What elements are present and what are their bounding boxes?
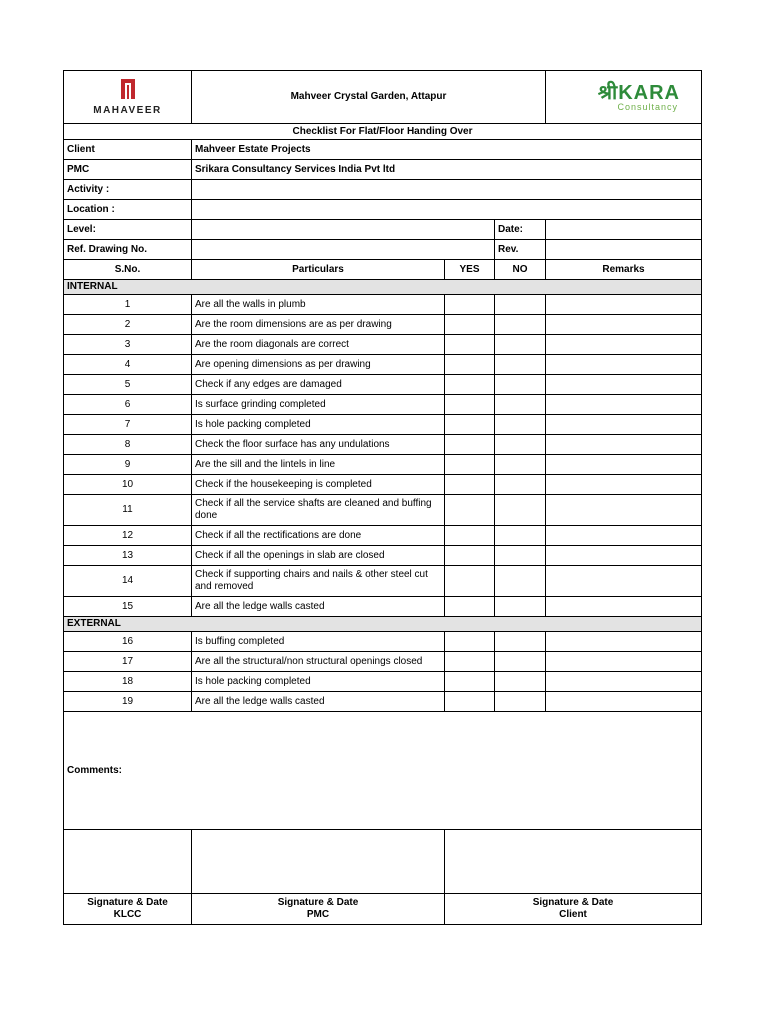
no-checkbox-cell[interactable] [495, 335, 546, 355]
remarks-cell[interactable] [546, 435, 702, 455]
remarks-cell[interactable] [546, 455, 702, 475]
yes-checkbox-cell[interactable] [445, 295, 495, 315]
yes-checkbox-cell[interactable] [445, 526, 495, 546]
client-value: Mahveer Estate Projects [192, 140, 702, 160]
activity-field[interactable] [192, 180, 702, 200]
yes-checkbox-cell[interactable] [445, 652, 495, 672]
item-number: 1 [64, 295, 192, 315]
section-internal: INTERNAL [64, 280, 702, 295]
activity-label: Activity : [64, 180, 192, 200]
item-particulars: Check if the housekeeping is completed [192, 475, 445, 495]
level-field[interactable] [192, 220, 495, 240]
client-signature-area[interactable] [445, 830, 702, 894]
remarks-cell[interactable] [546, 672, 702, 692]
checklist-table [63, 70, 702, 925]
checklist-row [64, 597, 702, 617]
checklist-row [64, 335, 702, 355]
klcc-signature-caption: Signature & Date [87, 897, 168, 908]
no-checkbox-cell[interactable] [495, 566, 546, 597]
no-checkbox-cell[interactable] [495, 475, 546, 495]
checklist-row [64, 672, 702, 692]
yes-checkbox-cell[interactable] [445, 692, 495, 712]
no-checkbox-cell[interactable] [495, 692, 546, 712]
item-number: 4 [64, 355, 192, 375]
checklist-row [64, 435, 702, 455]
yes-checkbox-cell[interactable] [445, 335, 495, 355]
srikara-logo-cell [546, 71, 702, 124]
rev-field[interactable] [546, 240, 702, 260]
remarks-cell[interactable] [546, 566, 702, 597]
yes-checkbox-cell[interactable] [445, 495, 495, 526]
item-number: 13 [64, 546, 192, 566]
item-number: 2 [64, 315, 192, 335]
item-particulars: Is buffing completed [192, 632, 445, 652]
remarks-cell[interactable] [546, 546, 702, 566]
yes-checkbox-cell[interactable] [445, 375, 495, 395]
drawing-field[interactable] [192, 240, 495, 260]
remarks-cell[interactable] [546, 395, 702, 415]
client-signature-label [445, 894, 702, 925]
checklist-row [64, 475, 702, 495]
mahaveer-logo-icon [119, 77, 137, 101]
header-row [64, 71, 702, 124]
no-checkbox-cell[interactable] [495, 415, 546, 435]
no-checkbox-cell[interactable] [495, 315, 546, 335]
internal-items [64, 295, 702, 617]
srikara-logo-text: श्रीKARA [597, 81, 680, 104]
yes-checkbox-cell[interactable] [445, 597, 495, 617]
mahaveer-logo-text: MAHAVEER [93, 105, 162, 116]
col-yes: YES [445, 260, 495, 280]
yes-checkbox-cell[interactable] [445, 315, 495, 335]
no-checkbox-cell[interactable] [495, 652, 546, 672]
checklist-row [64, 652, 702, 672]
remarks-cell[interactable] [546, 315, 702, 335]
checklist-row [64, 355, 702, 375]
item-number: 10 [64, 475, 192, 495]
pmc-role: PMC [306, 909, 330, 920]
no-checkbox-cell[interactable] [495, 672, 546, 692]
checklist-row [64, 566, 702, 597]
activity-row [64, 180, 702, 200]
no-checkbox-cell[interactable] [495, 395, 546, 415]
col-sno: S.No. [64, 260, 192, 280]
checklist-row [64, 495, 702, 526]
item-number: 15 [64, 597, 192, 617]
yes-checkbox-cell[interactable] [445, 355, 495, 375]
no-checkbox-cell[interactable] [495, 375, 546, 395]
remarks-cell[interactable] [546, 526, 702, 546]
signature-label-row [64, 894, 702, 925]
no-checkbox-cell[interactable] [495, 295, 546, 315]
klcc-signature-area[interactable] [64, 830, 192, 894]
location-row [64, 200, 702, 220]
item-number: 17 [64, 652, 192, 672]
yes-checkbox-cell[interactable] [445, 546, 495, 566]
checklist-row [64, 455, 702, 475]
date-field[interactable] [546, 220, 702, 240]
item-particulars: Are opening dimensions as per drawing [192, 355, 445, 375]
section-internal-row [64, 280, 702, 295]
klcc-role: KLCC [113, 909, 142, 920]
drawing-label: Ref. Drawing No. [64, 240, 192, 260]
external-items [64, 632, 702, 712]
item-particulars: Are all the ledge walls casted [192, 692, 445, 712]
item-particulars: Are the room dimensions are as per drawing [192, 315, 445, 335]
item-number: 5 [64, 375, 192, 395]
item-number: 16 [64, 632, 192, 652]
client-row [64, 140, 702, 160]
item-particulars: Check if all the rectifications are done [192, 526, 445, 546]
item-particulars: Check if all the service shafts are cleaned and buffing done [192, 495, 445, 526]
remarks-cell[interactable] [546, 652, 702, 672]
remarks-cell[interactable] [546, 692, 702, 712]
col-remarks: Remarks [546, 260, 702, 280]
remarks-cell[interactable] [546, 335, 702, 355]
pmc-value: Srikara Consultancy Services India Pvt ltd [192, 160, 702, 180]
pmc-label: PMC [64, 160, 192, 180]
item-particulars: Check the floor surface has any undulations [192, 435, 445, 455]
item-particulars: Is hole packing completed [192, 672, 445, 692]
item-particulars: Check if all the openings in slab are closed [192, 546, 445, 566]
remarks-cell[interactable] [546, 415, 702, 435]
no-checkbox-cell[interactable] [495, 435, 546, 455]
client-label: Client [64, 140, 192, 160]
yes-checkbox-cell[interactable] [445, 395, 495, 415]
comments-row [64, 712, 702, 830]
subtitle-row [64, 124, 702, 140]
klcc-signature-label [64, 894, 192, 925]
signature-space-row [64, 830, 702, 894]
checklist-sheet [63, 70, 701, 925]
remarks-cell[interactable] [546, 355, 702, 375]
comments-field[interactable]: Comments: [64, 712, 702, 830]
checklist-subtitle: Checklist For Flat/Floor Handing Over [64, 124, 702, 140]
item-number: 3 [64, 335, 192, 355]
item-number: 7 [64, 415, 192, 435]
remarks-cell[interactable] [546, 495, 702, 526]
no-checkbox-cell[interactable] [495, 355, 546, 375]
yes-checkbox-cell[interactable] [445, 435, 495, 455]
checklist-row [64, 692, 702, 712]
col-particulars: Particulars [192, 260, 445, 280]
item-number: 11 [64, 495, 192, 526]
item-number: 12 [64, 526, 192, 546]
level-row [64, 220, 702, 240]
client-signature-caption: Signature & Date [532, 897, 614, 908]
item-number: 6 [64, 395, 192, 415]
remarks-cell[interactable] [546, 375, 702, 395]
section-external-row [64, 617, 702, 632]
pmc-signature-area[interactable] [192, 830, 445, 894]
remarks-cell[interactable] [546, 632, 702, 652]
remarks-cell[interactable] [546, 475, 702, 495]
item-number: 14 [64, 566, 192, 597]
no-checkbox-cell[interactable] [495, 632, 546, 652]
item-number: 19 [64, 692, 192, 712]
no-checkbox-cell[interactable] [495, 597, 546, 617]
document-title: Mahveer Crystal Garden, Attapur [192, 71, 546, 124]
item-particulars: Are all the ledge walls casted [192, 597, 445, 617]
date-label: Date: [495, 220, 546, 240]
item-number: 8 [64, 435, 192, 455]
location-label: Location : [64, 200, 192, 220]
remarks-cell[interactable] [546, 597, 702, 617]
checklist-row [64, 546, 702, 566]
column-header-row [64, 260, 702, 280]
drawing-row [64, 240, 702, 260]
pmc-signature-label [192, 894, 445, 925]
mahaveer-logo [67, 77, 188, 117]
checklist-row [64, 632, 702, 652]
rev-label: Rev. [495, 240, 546, 260]
item-particulars: Are all the structural/non structural openings closed [192, 652, 445, 672]
pmc-row [64, 160, 702, 180]
location-field[interactable] [192, 200, 702, 220]
col-no: NO [495, 260, 546, 280]
yes-checkbox-cell[interactable] [445, 632, 495, 652]
item-number: 9 [64, 455, 192, 475]
item-particulars: Are all the walls in plumb [192, 295, 445, 315]
level-label: Level: [64, 220, 192, 240]
yes-checkbox-cell[interactable] [445, 455, 495, 475]
mahaveer-logo-cell [64, 71, 192, 124]
remarks-cell[interactable] [546, 295, 702, 315]
no-checkbox-cell[interactable] [495, 546, 546, 566]
checklist-row [64, 295, 702, 315]
item-particulars: Is surface grinding completed [192, 395, 445, 415]
checklist-row [64, 395, 702, 415]
srikara-logo-subtext: Consultancy [617, 101, 678, 112]
item-particulars: Are the sill and the lintels in line [192, 455, 445, 475]
yes-checkbox-cell[interactable] [445, 475, 495, 495]
checklist-row [64, 415, 702, 435]
no-checkbox-cell[interactable] [495, 526, 546, 546]
srikara-logo [549, 71, 698, 123]
item-particulars: Check if any edges are damaged [192, 375, 445, 395]
yes-checkbox-cell[interactable] [445, 672, 495, 692]
pmc-signature-caption: Signature & Date [277, 897, 359, 908]
checklist-row [64, 375, 702, 395]
client-role: Client [559, 909, 587, 920]
no-checkbox-cell[interactable] [495, 455, 546, 475]
yes-checkbox-cell[interactable] [445, 566, 495, 597]
checklist-row [64, 526, 702, 546]
item-particulars: Is hole packing completed [192, 415, 445, 435]
item-number: 18 [64, 672, 192, 692]
item-particulars: Are the room diagonals are correct [192, 335, 445, 355]
section-external: EXTERNAL [64, 617, 702, 632]
item-particulars: Check if supporting chairs and nails & other steel cut and removed [192, 566, 445, 597]
checklist-row [64, 315, 702, 335]
no-checkbox-cell[interactable] [495, 495, 546, 526]
yes-checkbox-cell[interactable] [445, 415, 495, 435]
